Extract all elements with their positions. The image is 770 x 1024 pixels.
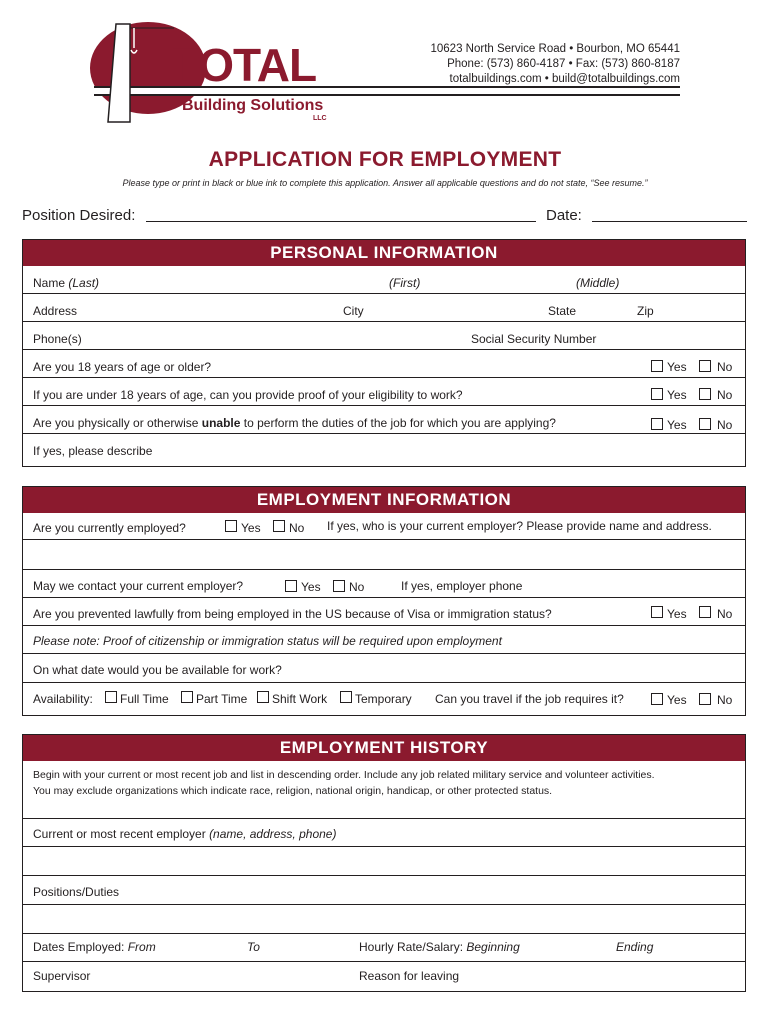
- describe-row[interactable]: [23, 434, 745, 466]
- unable-yes-checkbox[interactable]: [651, 418, 663, 430]
- unable-no-checkbox[interactable]: [699, 418, 711, 430]
- visa-yes-label: Yes: [667, 607, 687, 621]
- describe-label: If yes, please describe: [33, 444, 153, 458]
- proof-no-checkbox[interactable]: [699, 388, 711, 400]
- travel-question: Can you travel if the job requires it?: [435, 692, 624, 706]
- proof-row: [23, 378, 745, 406]
- instructions: Please type or print in black or blue ink to complete this application. Answer all applicable questions and do not state, “See resume.”: [122, 178, 648, 188]
- contact-question: May we contact your current employer?: [33, 579, 244, 593]
- date-label: Date:: [546, 207, 582, 224]
- contact-yes-checkbox[interactable]: [285, 580, 297, 592]
- contact-address: 10623 North Service Road • Bourbon, MO 65441: [430, 43, 680, 55]
- citizenship-note: Please note: Proof of citizenship or immigration status will be required upon employment: [33, 634, 502, 648]
- available-date-row[interactable]: [23, 654, 745, 683]
- name-row[interactable]: [23, 266, 745, 294]
- personal-section: [22, 239, 746, 467]
- reason-label[interactable]: Reason for leaving: [359, 969, 460, 983]
- availability-row: [23, 683, 745, 715]
- contact-phone: Phone: (573) 860-4187 • Fax: (573) 860-8187: [447, 58, 680, 70]
- rate-label: [359, 940, 520, 954]
- logo-subtitle: Building Solutions: [182, 97, 324, 114]
- current-yes-checkbox[interactable]: [225, 520, 237, 532]
- name-last-hint: (Last): [68, 276, 100, 290]
- travel-no-checkbox[interactable]: [699, 693, 711, 705]
- unable-question: [33, 416, 556, 430]
- ending-label: Ending: [616, 940, 654, 954]
- current-employer-hint: (name, address, phone): [209, 827, 337, 841]
- current-employer-blank[interactable]: [23, 847, 745, 876]
- age-no-label: No: [717, 360, 733, 374]
- visa-no-label: No: [717, 607, 733, 621]
- current-employer-row[interactable]: [23, 819, 745, 847]
- employer-phone-label: If yes, employer phone: [401, 579, 523, 593]
- dates-row: [23, 934, 745, 962]
- availability-label: Availability:: [33, 692, 93, 706]
- current-employer-detail: If yes, who is your current employer? Please provide name and address.: [327, 519, 712, 533]
- temporary-checkbox[interactable]: [340, 691, 352, 703]
- state-label: State: [548, 304, 577, 318]
- city-label: City: [343, 304, 364, 318]
- positions-blank[interactable]: [23, 905, 745, 934]
- proof-yes-checkbox[interactable]: [651, 388, 663, 400]
- rate-text: Hourly Rate/Salary:: [359, 940, 467, 954]
- age-yes-checkbox[interactable]: [651, 360, 663, 372]
- dates-text: Dates Employed:: [33, 940, 128, 954]
- shift-work-checkbox[interactable]: [257, 691, 269, 703]
- from-label: From: [127, 940, 156, 954]
- unable-question-a: Are you physically or otherwise: [33, 416, 202, 430]
- available-date-question: On what date would you be available for work?: [33, 663, 282, 677]
- history-instructions: [33, 767, 735, 799]
- beginning-label: Beginning: [466, 940, 520, 954]
- current-no-checkbox[interactable]: [273, 520, 285, 532]
- travel-yes-checkbox[interactable]: [651, 693, 663, 705]
- visa-row: [23, 598, 745, 626]
- current-employed-question: Are you currently employed?: [33, 521, 186, 535]
- current-employed-row: [23, 513, 745, 540]
- temporary-label: Temporary: [355, 692, 412, 706]
- unable-question-bold: unable: [201, 416, 241, 430]
- history-instructions-row: [23, 761, 745, 819]
- supervisor-label[interactable]: Supervisor: [33, 969, 91, 983]
- supervisor-row: [23, 962, 745, 991]
- history-instructions-line2: You may exclude organizations which indicate race, religion, national origin, handicap, or other protected status.: [33, 785, 553, 797]
- to-label: To: [247, 940, 260, 954]
- current-employer-label: [33, 827, 336, 841]
- travel-no-label: No: [717, 693, 733, 707]
- shift-work-label: Shift Work: [272, 692, 328, 706]
- name-last-label: Name (Last): [33, 276, 100, 290]
- employment-heading: EMPLOYMENT INFORMATION: [23, 487, 745, 513]
- address-label: Address: [33, 304, 78, 318]
- unable-yes-label: Yes: [667, 418, 687, 432]
- visa-question: Are you prevented lawfully from being employed in the US because of Visa or immigration status?: [33, 607, 552, 621]
- note-row: [23, 626, 745, 654]
- part-time-checkbox[interactable]: [181, 691, 193, 703]
- proof-yes-label: Yes: [667, 388, 687, 402]
- phones-label: Phone(s): [33, 332, 82, 346]
- contact-block: [320, 42, 680, 87]
- employment-section: [22, 486, 746, 716]
- position-field[interactable]: [146, 221, 536, 222]
- personal-heading: PERSONAL INFORMATION: [23, 240, 745, 266]
- contact-yes-label: Yes: [301, 580, 321, 594]
- current-no-label: No: [289, 521, 305, 535]
- logo-llc: LLC: [313, 115, 327, 122]
- positions-row[interactable]: [23, 876, 745, 905]
- unable-row: [23, 406, 745, 434]
- page-title: APPLICATION FOR EMPLOYMENT: [208, 148, 562, 171]
- position-label: Position Desired:: [22, 207, 136, 224]
- travel-yes-label: Yes: [667, 693, 687, 707]
- ssn-label: Social Security Number: [471, 332, 597, 346]
- current-employer-text: Current or most recent employer: [33, 827, 210, 841]
- zip-label: Zip: [637, 304, 654, 318]
- visa-yes-checkbox[interactable]: [651, 606, 663, 618]
- age-row: [23, 350, 745, 378]
- proof-question: If you are under 18 years of age, can you provide proof of your eligibility to work?: [33, 388, 463, 402]
- contact-web: totalbuildings.com • build@totalbuildings.com: [449, 73, 680, 85]
- contact-row: [23, 570, 745, 598]
- unable-no-label: No: [717, 418, 733, 432]
- unable-question-c: to perform the duties of the job for which you are applying?: [240, 416, 556, 430]
- history-section: [22, 734, 746, 992]
- age-no-checkbox[interactable]: [699, 360, 711, 372]
- current-yes-label: Yes: [241, 521, 261, 535]
- phone-row[interactable]: [23, 322, 745, 350]
- dates-label: [33, 940, 156, 954]
- visa-no-checkbox[interactable]: [699, 606, 711, 618]
- address-row[interactable]: [23, 294, 745, 322]
- contact-no-checkbox[interactable]: [333, 580, 345, 592]
- full-time-checkbox[interactable]: [105, 691, 117, 703]
- positions-label: Positions/Duties: [33, 885, 120, 899]
- history-heading: EMPLOYMENT HISTORY: [23, 735, 745, 761]
- logo-wordmark: TOTAL: [172, 39, 317, 91]
- age-yes-label: Yes: [667, 360, 687, 374]
- name-middle-label: (Middle): [576, 276, 620, 290]
- contact-no-label: No: [349, 580, 365, 594]
- part-time-label: Part Time: [196, 692, 248, 706]
- current-employer-blank-row[interactable]: [23, 540, 745, 570]
- age-question: Are you 18 years of age or older?: [33, 360, 212, 374]
- proof-no-label: No: [717, 388, 733, 402]
- date-field[interactable]: [592, 221, 747, 222]
- name-first-label: (First): [389, 276, 421, 290]
- full-time-label: Full Time: [120, 692, 169, 706]
- history-instructions-line1: Begin with your current or most recent job and list in descending order. Include any job related military service and volunteer activities.: [33, 769, 655, 781]
